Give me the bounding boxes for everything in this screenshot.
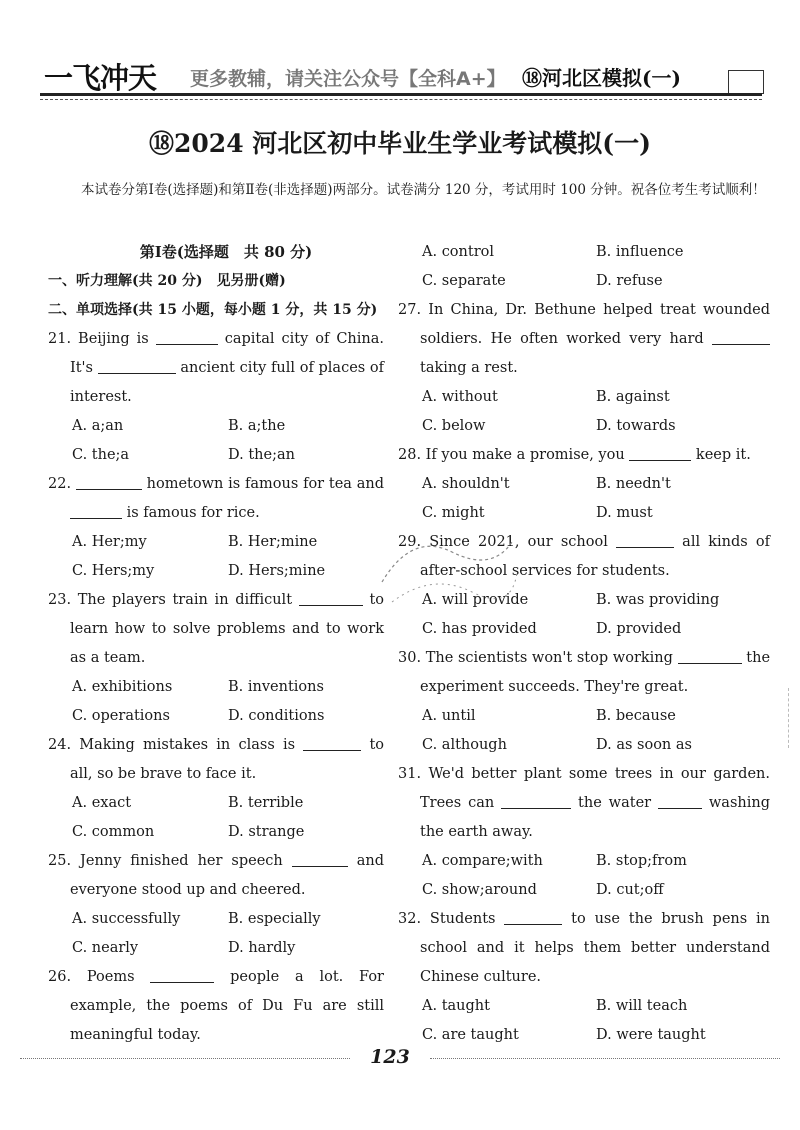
option-b: B. will teach: [596, 998, 688, 1014]
option-c: C. although: [422, 737, 507, 753]
option-a: A. taught: [422, 998, 490, 1014]
answer-blank: [70, 502, 122, 519]
option-c: C. operations: [72, 708, 170, 724]
option-d: D. strange: [228, 824, 305, 840]
answer-blank: [712, 328, 770, 345]
option-d: D. Hers;mine: [228, 563, 326, 579]
option-d: D. towards: [596, 418, 676, 434]
header-rule-dashed: [40, 99, 762, 100]
option-a: A. Her;my: [72, 534, 147, 550]
answer-blank: [150, 966, 214, 983]
option-d: D. the;an: [228, 447, 295, 463]
option-a: A. control: [422, 244, 495, 260]
option-a: A. compare;with: [422, 853, 543, 869]
question-30: 30. The scientists won't stop working the experiment succeeds. They're great. A. until B. because C. although D. as soon as: [398, 644, 770, 760]
option-a: A. will provide: [422, 592, 529, 608]
option-b: B. because: [596, 708, 676, 724]
exam-intro: 本试卷分第Ⅰ卷(选择题)和第Ⅱ卷(非选择题)两部分。试卷满分 120 分，考试用时 100 分钟。祝各位考生考试顺利！: [81, 182, 766, 198]
page-number: 123: [370, 1046, 410, 1068]
option-c: C. the;a: [72, 447, 130, 463]
question-27: 27. In China, Dr. Bethune helped treat wounded soldiers. He often worked very hard taking a rest. A. without B. against C. below D. towards: [398, 296, 770, 441]
option-c: C. has provided: [422, 621, 537, 637]
answer-blank: [98, 357, 176, 374]
option-c: C. Hers;my: [72, 563, 155, 579]
option-a: A. successfully: [72, 911, 181, 927]
option-c: C. are taught: [422, 1027, 519, 1043]
option-b: B. needn't: [596, 476, 671, 492]
option-d: D. must: [596, 505, 653, 521]
answer-blank: [678, 647, 742, 664]
answer-blank: [292, 850, 348, 867]
option-d: D. were taught: [596, 1027, 706, 1043]
option-d: D. conditions: [228, 708, 325, 724]
option-a: A. without: [422, 389, 498, 405]
corner-stamp-icon: [728, 70, 764, 94]
answer-blank: [76, 473, 142, 490]
answer-blank: [658, 792, 702, 809]
answer-blank: [616, 531, 674, 548]
option-d: D. provided: [596, 621, 682, 637]
option-c: C. nearly: [72, 940, 139, 956]
option-d: D. cut;off: [596, 882, 664, 898]
section-single-choice: 二、单项选择(共 15 小题，每小题 1 分，共 15 分): [48, 302, 378, 318]
answer-blank: [629, 444, 691, 461]
option-b: B. against: [596, 389, 670, 405]
option-b: B. was providing: [596, 592, 720, 608]
answer-blank: [303, 734, 361, 751]
option-a: A. exact: [72, 795, 132, 811]
right-column: [398, 238, 770, 1050]
option-a: A. exhibitions: [72, 679, 173, 695]
option-a: A. until: [422, 708, 476, 724]
header-rule: [40, 93, 762, 96]
option-c: C. common: [72, 824, 155, 840]
question-24: 24. Making mistakes in class is to all, so be brave to face it. A. exact B. terrible C. common D. strange: [48, 731, 384, 847]
exam-title: ⑱2024 河北区初中毕业生学业考试模拟(一): [149, 129, 651, 158]
question-25: 25. Jenny finished her speech and everyone stood up and cheered. A. successfully B. especially C. nearly D. hardly: [48, 847, 384, 963]
question-21: 21. Beijing is capital city of China. It's ancient city full of places of interest. A. a;an B. a;the C. the;a D. the;an: [48, 325, 384, 470]
answer-blank: [299, 589, 363, 606]
stamp-watermark-icon: [372, 512, 522, 612]
question-31: 31. We'd better plant some trees in our garden. Trees can the water washing the earth away. A. compare;with B. stop;from C. show;around D. cut;off: [398, 760, 770, 905]
answer-blank: [504, 908, 562, 925]
option-b: B. a;the: [228, 418, 286, 434]
brand-logo: 一飞冲天: [44, 61, 157, 95]
question-26-options: [398, 238, 770, 296]
option-b: B. Her;mine: [228, 534, 318, 550]
option-b: B. inventions: [228, 679, 324, 695]
option-d: D. refuse: [596, 273, 663, 289]
option-b: B. especially: [228, 911, 321, 927]
question-22: 22. hometown is famous for tea and is famous for rice. A. Her;my B. Her;mine C. Hers;my D. Hers;mine: [48, 470, 384, 586]
section-listening: 一、听力理解(共 20 分) 见另册(赠): [48, 273, 286, 289]
promo-text: 更多教辅，请关注公众号【全科A+】: [190, 68, 506, 90]
question-29: 29. Since 2021, our school all kinds of after-school services for students. A. will provide B. was providing C. has provided D. provided: [398, 528, 770, 644]
series-title: ⑱河北区模拟(一): [522, 66, 681, 90]
part1-title: 第Ⅰ卷(选择题 共 80 分): [139, 243, 313, 261]
option-b: B. stop;from: [596, 853, 687, 869]
left-column: [48, 238, 384, 1050]
margin-dots: [788, 688, 789, 748]
option-c: C. below: [422, 418, 486, 434]
question-32: 32. Students to use the brush pens in school and it helps them better understand Chinese culture. A. taught B. will teach C. are taught D. were taught: [398, 905, 770, 1050]
question-28: 28. If you make a promise, you keep it. A. shouldn't B. needn't C. might D. must: [398, 441, 770, 528]
answer-blank: [156, 328, 218, 345]
question-26: 26. Poems people a lot. For example, the poems of Du Fu are still meaningful today.: [48, 963, 384, 1050]
option-c: C. might: [422, 505, 485, 521]
option-c: C. separate: [422, 273, 506, 289]
option-b: B. influence: [596, 244, 684, 260]
option-c: C. show;around: [422, 882, 537, 898]
page-header: [40, 56, 760, 95]
answer-blank: [501, 792, 571, 809]
option-d: D. hardly: [228, 940, 296, 956]
option-d: D. as soon as: [596, 737, 692, 753]
option-b: B. terrible: [228, 795, 304, 811]
footer-rule-left: [20, 1058, 350, 1059]
option-a: A. shouldn't: [422, 476, 510, 492]
footer-rule-right: [430, 1058, 780, 1059]
option-a: A. a;an: [72, 418, 124, 434]
question-23: 23. The players train in difficult to learn how to solve problems and to work as a team. A. exhibitions B. inventions C. operations D. conditions: [48, 586, 384, 731]
